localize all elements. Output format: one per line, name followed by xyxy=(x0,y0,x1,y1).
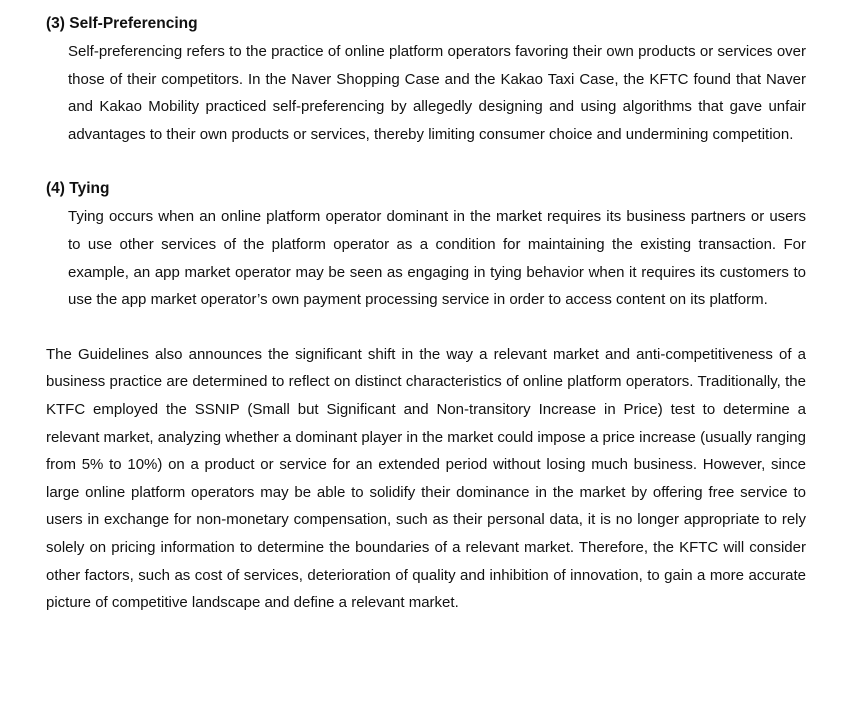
section-spacer xyxy=(46,314,806,341)
section-spacer xyxy=(46,148,806,175)
tying-paragraph: Tying occurs when an online platform operator dominant in the market requires its business partners or users to use other services of the platform operator as a condition for maintaining the existing transaction. For example, an app market operator may be seen as engaging in tying behavior when it requires its customers to use the app market operator’s own payment processing service in order to access content on its platform. xyxy=(68,208,806,309)
document-page xyxy=(46,10,806,617)
section-heading-tying: (4) Tying xyxy=(46,180,110,198)
self-preferencing-paragraph: Self-preferencing refers to the practice of online platform operators favoring their own products or services over those of their competitors. In the Naver Shopping Case and the Kakao Taxi Case, the KFTC found that Naver and Kakao Mobility practiced self-preferencing by allegedly designing and using algorithms that gave unfair advantages to their own products or services, thereby limiting consumer choice and undermining competition. xyxy=(68,43,806,143)
guidelines-paragraph: The Guidelines also announces the significant shift in the way a relevant market and anti-competitiveness of a business practice are determined to reflect on distinct characteristics of online platform operators. Traditionally, the KTFC employed the SSNIP (Small but Significant and Non-transitory Increase in Price) test to determine a relevant market, analyzing whether a dominant player in the market could impose a price increase (usually ranging from 5% to 10%) on a product or service for an extended period without losing much business. However, since large online platform operators may be able to solidify their dominance in the market by offering free service to users in exchange for non-monetary compensation, such as their personal data, it is no longer appropriate to rely solely on pricing information to determine the boundaries of a relevant market. Therefore, the KFTC will consider other factors, such as cost of services, deterioration of quality and inhibition of innovation, to gain a more accurate picture of competitive landscape and define a relevant market. xyxy=(46,345,806,612)
section-heading-self-preferencing: (3) Self-Preferencing xyxy=(46,15,198,32)
